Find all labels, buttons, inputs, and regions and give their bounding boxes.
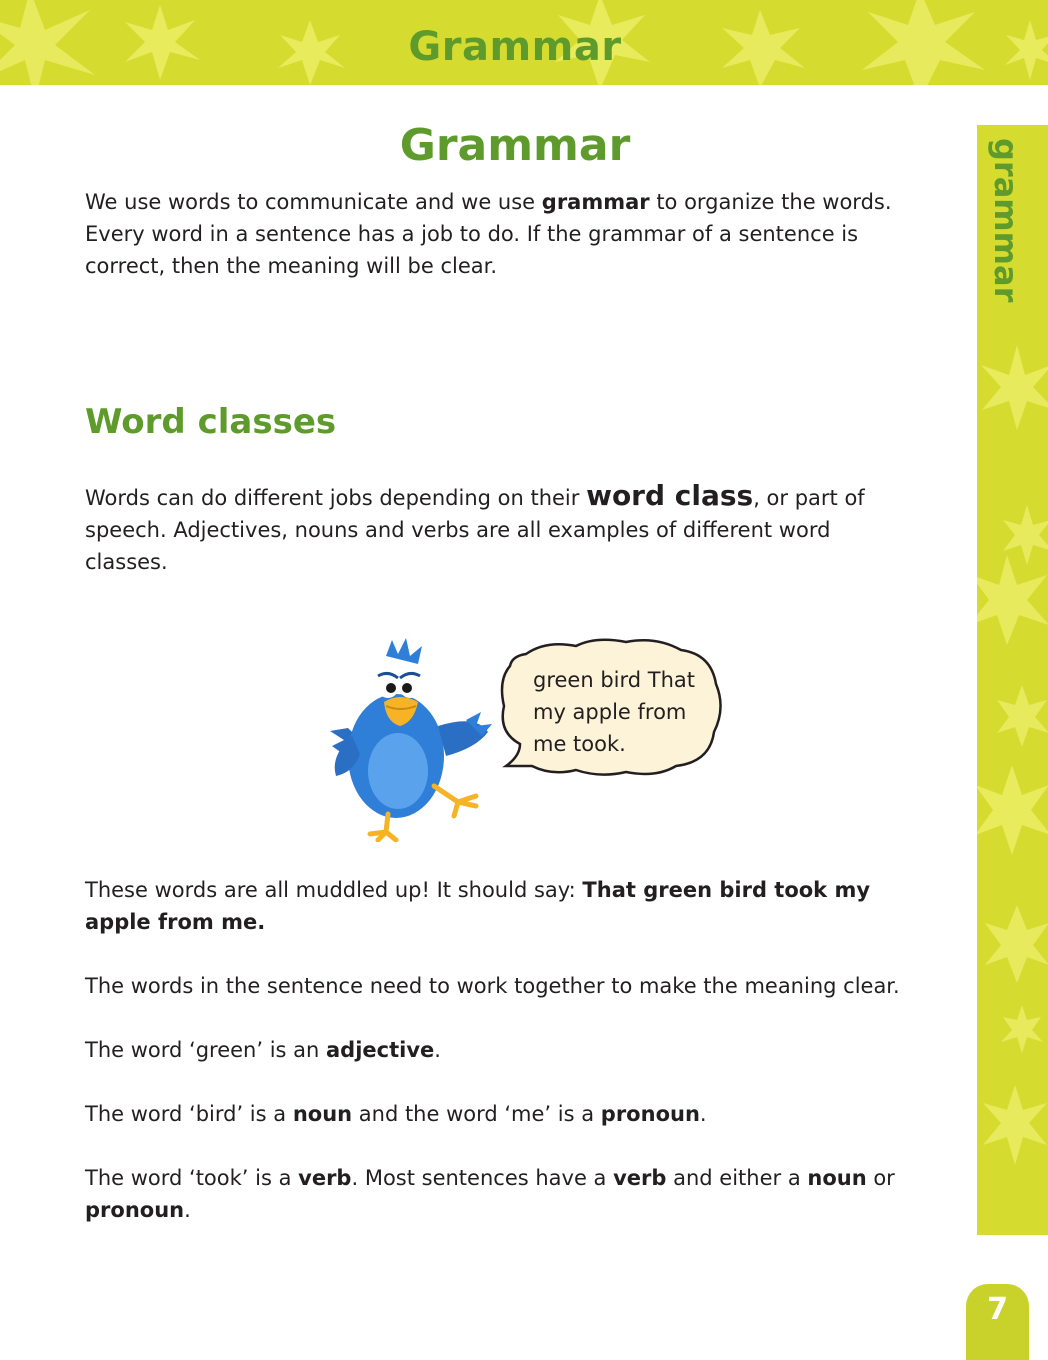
verb-paragraph: The word ‘took’ is a verb. Most sentences have a verb and either a noun or pronoun. — [85, 1166, 895, 1222]
word-class-paragraph: Words can do different jobs depending on their word class, or part of speech. Adjectives, nouns and verbs are all examples of different word classes. — [85, 479, 865, 574]
page-title: Grammar — [399, 120, 631, 171]
side-tab-label: grammar — [987, 138, 1025, 303]
muddled-paragraph: These words are all muddled up! It should say: That green bird took my apple from me. — [85, 878, 871, 934]
header-band — [0, 0, 1048, 85]
together-paragraph: The words in the sentence need to work together to make the meaning clear. — [85, 974, 900, 998]
adjective-paragraph: The word ‘green’ is an adjective. — [85, 1038, 441, 1062]
noun-paragraph: The word ‘bird’ is a noun and the word ‘me’ is a pronoun. — [85, 1102, 707, 1126]
header-title: Grammar — [408, 24, 622, 70]
blue-bird-illustration — [326, 636, 496, 842]
intro-paragraph: We use words to communicate and we use grammar to organize the words. Every word in a sentence has a job to do. If the grammar of a sentence is correct, then the meaning will be clear. — [85, 190, 892, 278]
section-heading-word-classes: Word classes — [85, 402, 337, 442]
page-number: 7 — [966, 1284, 1029, 1360]
speech-bubble-text: green bird That my apple from me took. — [533, 668, 696, 756]
